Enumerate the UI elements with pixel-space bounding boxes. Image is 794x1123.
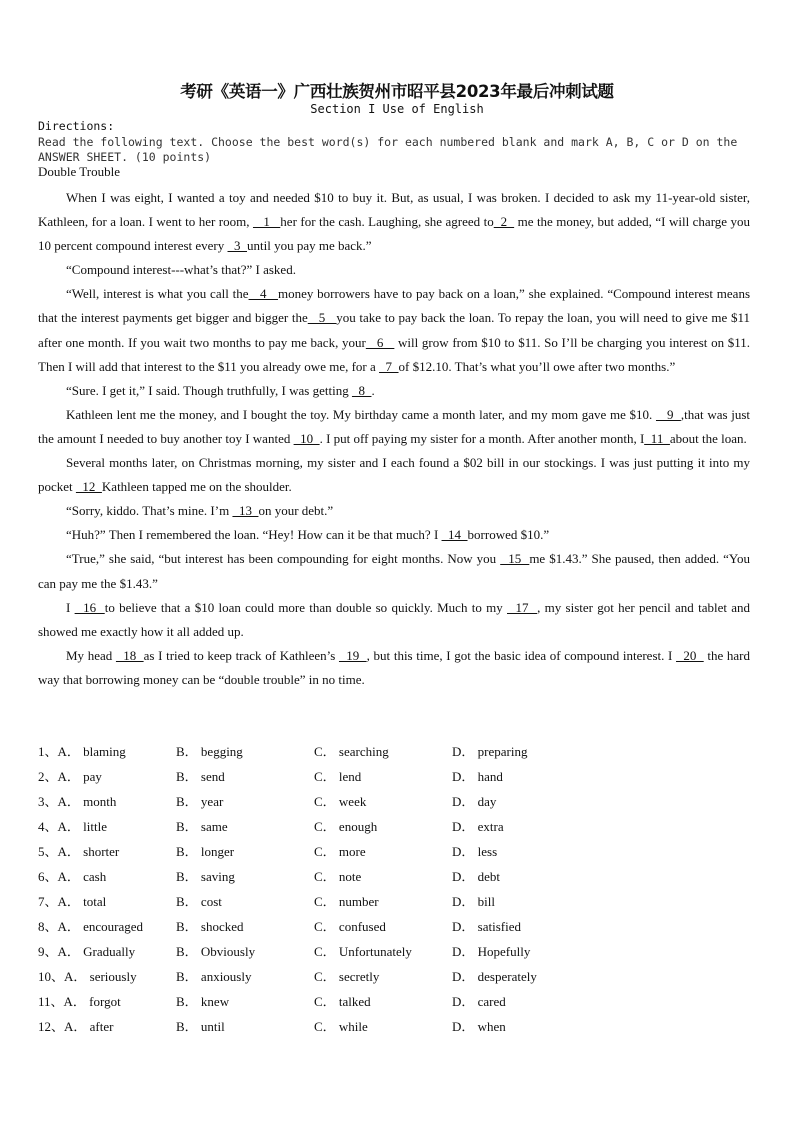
option-c: C． talked [314,994,371,1009]
option-c: C． note [314,869,362,884]
option-a: 7、A． total [38,894,107,909]
option-b: B． cost [176,894,222,909]
option-d: D． day [452,794,497,809]
question-row [38,1016,758,1041]
option-b: B． send [176,769,225,784]
passage-text: on your debt.” [258,503,334,519]
question-row [38,816,758,841]
passage-text: Several months later, on Christmas morning, my sister and I each found a $02 bill in our stockings. I was just putting it into my pocket [38,455,750,495]
passage-text: , my sister got her pencil and tablet and showed me exactly how it all added up. [38,599,750,639]
passage-paragraph [38,186,750,258]
option-a: 8、A． encouraged [38,919,144,934]
passage-text: money borrowers have to pay back on a loan,” she explained. “Compound interest means that the interest payments get bigger and bigger the [38,286,751,326]
question-row [38,791,758,816]
option-d: D． satisfied [452,919,521,934]
passage-text: me $1.43.” She paused, then added. “You can pay me the $1.43.” [38,551,750,591]
page-title: 考研《英语一》广西壮族贺州市昭平县2023年最后冲刺试题 [180,82,614,101]
question-row [38,941,758,966]
answer-blank: 2 [493,214,515,230]
answer-blank: 15 [500,551,530,567]
answer-blank: 10 [293,430,320,446]
option-b: B． longer [176,844,235,859]
option-d: D． less [452,844,498,859]
answer-blank: 4 [248,286,278,302]
option-d: D． desperately [452,969,537,984]
passage-text: , but this time, I got the basic idea of compound interest. I [366,647,677,663]
answer-options [38,741,758,1041]
answer-blank: 9 [655,406,681,422]
option-c: C． more [314,844,366,859]
passage-body [38,186,750,692]
option-b: B． begging [176,744,243,759]
option-d: D． extra [452,819,504,834]
option-c: C． lend [314,769,362,784]
answer-blank: 8 [351,382,372,398]
passage-text: My head [66,647,116,663]
answer-blank: 6 [365,334,395,350]
answer-blank: 5 [307,310,337,326]
option-b: B． shocked [176,919,244,934]
option-b: B． knew [176,994,230,1009]
option-c: C． secretly [314,969,380,984]
passage-paragraph [38,596,750,644]
question-row [38,741,758,766]
question-row [38,916,758,941]
answer-blank: 17 [507,599,538,615]
option-c: C． while [314,1019,368,1034]
passage-text: about the loan. [669,430,747,446]
directions-label: Directions: [38,119,115,133]
passage-paragraph [38,644,750,692]
question-row [38,966,758,991]
passage-paragraph [38,499,750,523]
option-c: C． confused [314,919,386,934]
option-a: 6、A． cash [38,869,107,884]
question-row [38,866,758,891]
question-row [38,891,758,916]
option-b: B． saving [176,869,235,884]
passage-text: “Sure. I get it,” I said. Though truthfully, I was getting [66,382,352,398]
passage-text: as I tried to keep track of Kathleen’s [143,647,339,663]
passage-paragraph [38,523,750,547]
option-a: 9、A． Gradually [38,944,136,959]
passage-text: Kathleen tapped me on the shoulder. [101,479,292,495]
answer-blank: 12 [75,479,102,495]
passage-text: . [371,382,375,398]
passage-text: to believe that a $10 loan could more than double so quickly. Much to my [104,599,507,615]
answer-blank: 14 [441,527,468,543]
option-a: 10、A． seriously [38,969,137,984]
option-d: D． cared [452,994,506,1009]
passage-text: will grow from $10 to $11. So I’ll be charging you interest on $11. Then I will add that interest to the $11 you already owe me, for a [38,334,751,374]
passage-text: . I put off paying my sister for a month. After another month, I [319,430,645,446]
passage-text: “True,” she said, “but interest has been compounding for eight months. Now you [66,551,501,567]
answer-blank: 1 [252,214,281,230]
option-a: 4、A． little [38,819,107,834]
section-heading: Section I Use of English [310,102,484,116]
option-a: 11、A． forgot [38,994,121,1009]
option-c: C． week [314,794,367,809]
answer-blank: 7 [379,358,399,374]
answer-blank: 18 [115,647,144,663]
passage-text: the hard way that borrowing money can be “double trouble” in no time. [38,647,751,687]
option-b: B． same [176,819,228,834]
option-b: B． anxiously [176,969,252,984]
question-row [38,766,758,791]
option-c: C． enough [314,819,378,834]
option-c: C． searching [314,744,389,759]
option-a: 12、A． after [38,1019,114,1034]
option-b: B． Obviously [176,944,256,959]
option-a: 5、A． shorter [38,844,120,859]
passage-text: “Huh?” Then I remembered the loan. “Hey! How can it be that much? I [66,527,442,543]
passage-text: her for the cash. Laughing, she agreed to [280,214,494,230]
passage-text: “Well, interest is what you call the [66,286,249,302]
passage-text: ,that was just the amount I needed to buy another toy I wanted [38,406,750,446]
question-row [38,841,758,866]
option-d: D． hand [452,769,503,784]
option-c: C． number [314,894,379,909]
passage-text: of $12.10. That’s what you’ll owe after two months.” [398,358,676,374]
option-d: D． when [452,1019,506,1034]
option-d: D． bill [452,894,495,909]
option-d: D． debt [452,869,501,884]
answer-blank: 3 [227,238,248,254]
passage-text: until you pay me back.” [247,238,372,254]
passage-text: “Compound interest---what’s that?” I asked. [66,262,296,278]
directions-text: Read the following text. Choose the best word(s) for each numbered blank and mark A, B, C or D on the ANSWER SHEET. (10 points) [38,135,738,164]
passage-paragraph [38,451,750,499]
option-b: B． until [176,1019,225,1034]
question-row [38,991,758,1016]
option-d: D． preparing [452,744,528,759]
passage-title: Double Trouble [38,164,120,179]
answer-blank: 16 [74,599,105,615]
passage-paragraph [38,258,750,282]
option-a: 2、A． pay [38,769,102,784]
answer-blank: 20 [676,647,704,663]
option-d: D． Hopefully [452,944,531,959]
passage-text: borrowed $10.” [467,527,550,543]
passage-text: When I was eight, I wanted a toy and needed $10 to buy it. But, as usual, I was broken. I decided to ask my 11-year-old sister, Kathleen, for a loan. I went to her room, [38,190,750,230]
passage-paragraph [38,547,750,595]
option-c: C． Unfortunately [314,944,412,959]
option-a: 3、A． month [38,794,117,809]
option-a: 1、A． blaming [38,744,126,759]
passage-text: you take to pay back the loan. To repay the loan, you will need to give me $11 after one month. If you wait two months to pay me back, your [38,310,750,350]
passage-text: “Sorry, kiddo. That’s mine. I’m [66,503,233,519]
answer-blank: _11_ [644,430,670,446]
passage-text: I [66,599,75,615]
answer-blank: 19 [338,647,367,663]
answer-blank: 13 [232,503,259,519]
passage-text: me the money, but added, “I will charge you 10 percent compound interest every [38,214,751,254]
passage-text: Kathleen lent me the money, and I bought the toy. My birthday came a month later, and my mom gave me $10. [66,406,656,422]
passage-paragraph [38,403,750,451]
passage-paragraph [38,379,750,403]
option-b: B． year [176,794,224,809]
passage-paragraph [38,282,750,378]
